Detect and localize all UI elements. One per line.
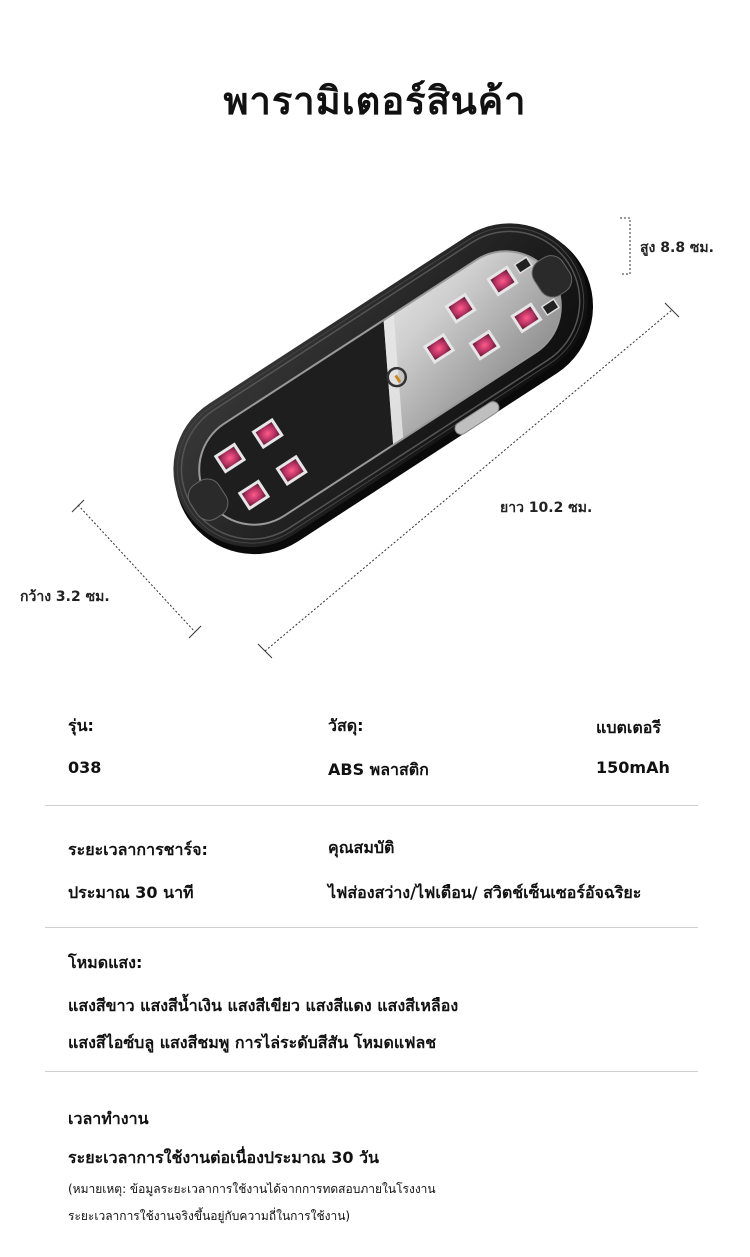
light-mode-line-2: แสงสีไอซ์บลู แสงสีชมพู การไล่ระดับสีสัน โหมดแฟลช <box>68 1033 437 1052</box>
divider <box>45 1071 698 1072</box>
page-title: พารามิเตอร์สินค้า <box>223 79 527 123</box>
feature-label: คุณสมบัติ <box>328 838 395 857</box>
note-line-1: (หมายเหตุ: ข้อมูลระยะเวลาการใช้งานได้จากการทดสอบภายในโรงงาน <box>68 1182 436 1196</box>
feature-value: ไฟส่องสว่าง/ไฟเตือน/ สวิตช์เซ็นเซอร์อัจฉริยะ <box>328 883 642 902</box>
working-time-value: ระยะเวลาการใช้งานต่อเนื่องประมาณ 30 วัน <box>68 1148 379 1167</box>
width-dimension-label: กว้าง 3.2 ซม. <box>20 589 110 605</box>
material-value: ABS พลาสติก <box>328 760 429 779</box>
charge-time-value: ประมาณ 30 นาที <box>68 883 194 902</box>
model-value: 038 <box>68 758 102 777</box>
light-mode-label: โหมดแสง: <box>68 953 143 972</box>
note-line-2: ระยะเวลาการใช้งานจริงขึ้นอยู่กับความถี่ในการใช้งาน) <box>68 1209 351 1223</box>
product-illustration <box>0 180 750 670</box>
divider <box>45 805 698 806</box>
height-dimension-label: สูง 8.8 ซม. <box>640 240 714 256</box>
charge-time-label: ระยะเวลาการชาร์จ: <box>68 840 208 859</box>
battery-value: 150mAh <box>596 758 670 777</box>
working-time-label: เวลาทำงาน <box>68 1109 149 1128</box>
light-mode-line-1: แสงสีขาว แสงสีน้ำเงิน แสงสีเขียว แสงสีแดง แสงสีเหลือง <box>68 996 459 1015</box>
length-dimension-label: ยาว 10.2 ซม. <box>500 500 593 516</box>
model-label: รุ่น: <box>68 716 94 735</box>
divider <box>45 927 698 928</box>
material-label: วัสดุ: <box>328 716 364 735</box>
battery-label: แบตเตอรี <box>596 718 661 737</box>
